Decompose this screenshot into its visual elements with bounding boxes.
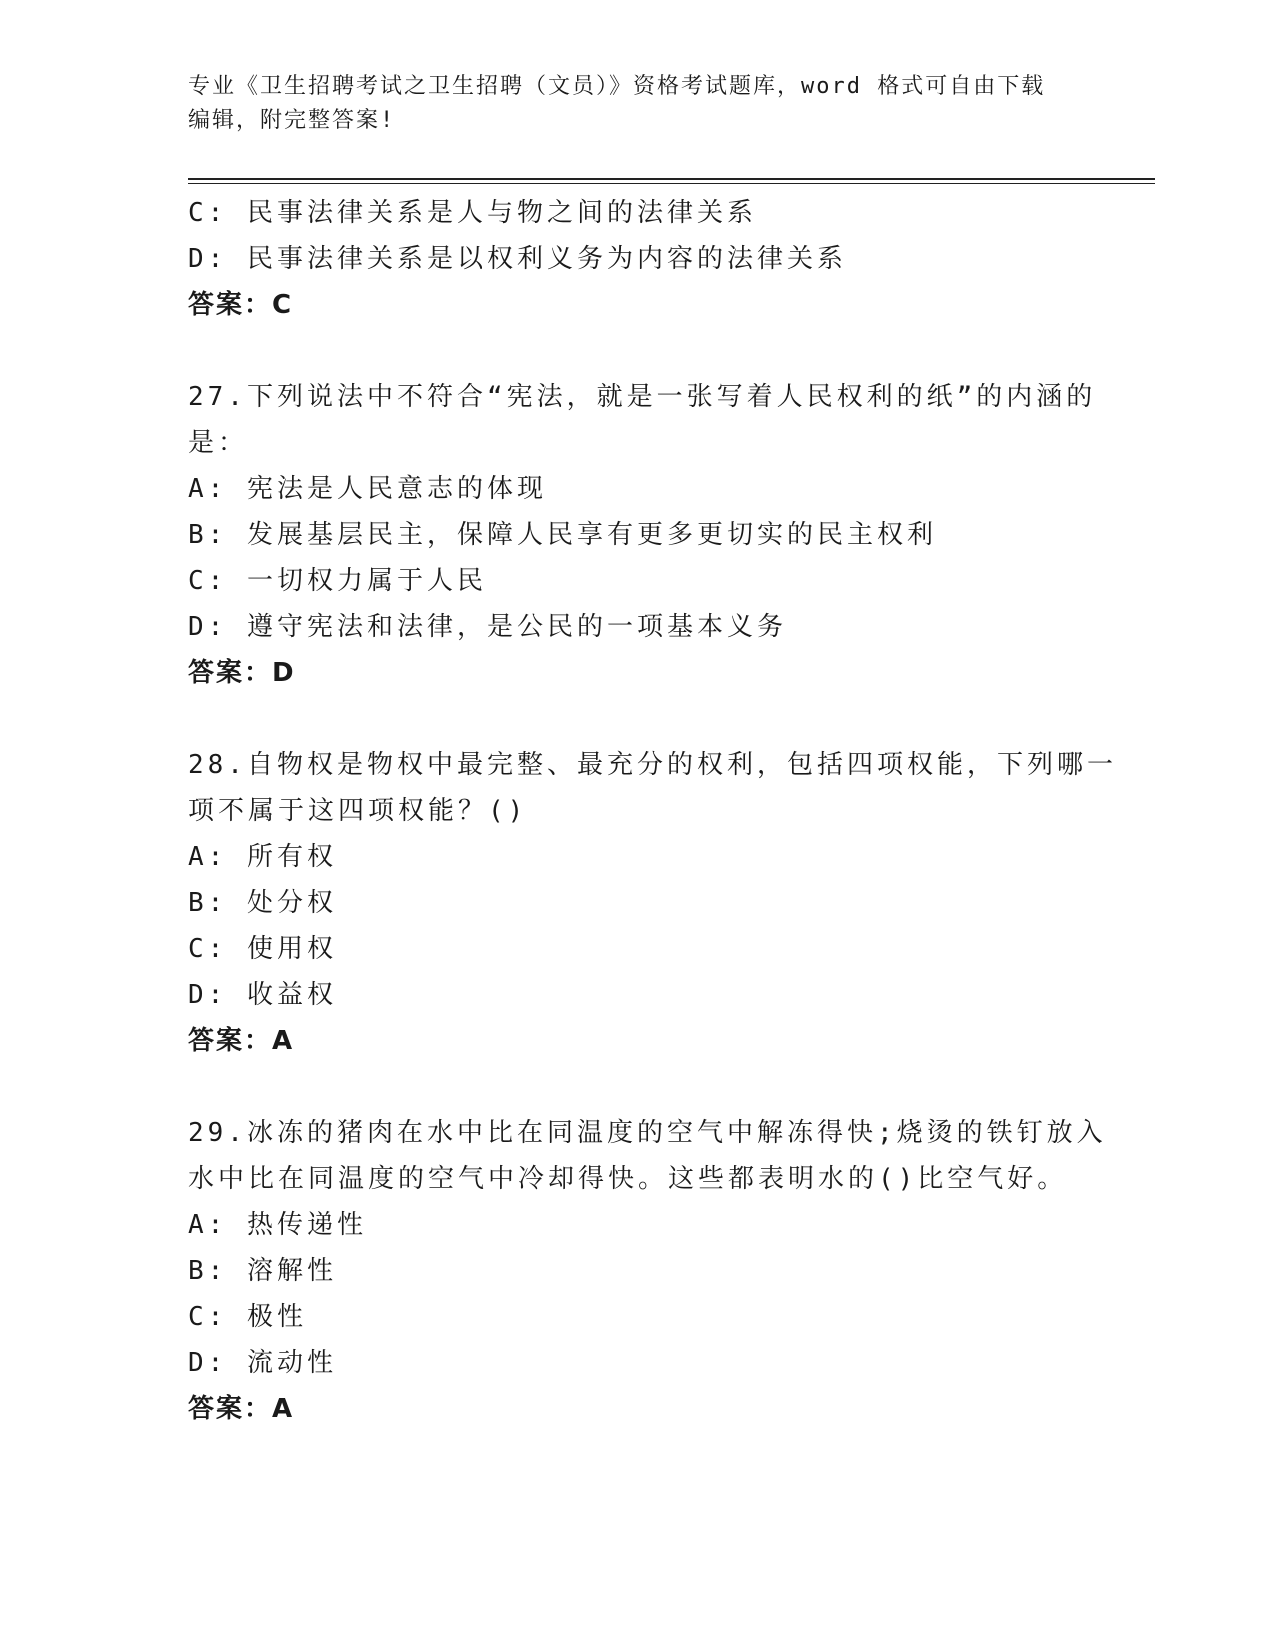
question-text-line: 29.冰冻的猪肉在水中比在同温度的空气中解冻得快;烧烫的铁钉放入 bbox=[188, 1118, 1107, 1148]
question-text-line: 水中比在同温度的空气中冷却得快。这些都表明水的()比空气好。 bbox=[188, 1164, 1068, 1194]
option-d: D: 民事法律关系是以权利义务为内容的法律关系 bbox=[188, 244, 847, 274]
header-divider bbox=[188, 178, 1155, 184]
option-a: A: 宪法是人民意志的体现 bbox=[188, 474, 547, 504]
question-text-line: 27.下列说法中不符合“宪法，就是一张写着人民权利的纸”的内涵的 bbox=[188, 382, 1097, 412]
question-block-28 bbox=[188, 742, 1117, 1064]
document-body bbox=[188, 190, 1117, 1432]
option-a: A: 热传递性 bbox=[188, 1210, 367, 1240]
option-c: C: 极性 bbox=[188, 1302, 307, 1332]
answer-line: 答案：D bbox=[188, 658, 296, 688]
question-block-29 bbox=[188, 1110, 1107, 1432]
question-block-27 bbox=[188, 374, 1097, 696]
question-text-line: 项不属于这四项权能？() bbox=[188, 796, 528, 826]
spacer bbox=[188, 1064, 1088, 1110]
question-text-line: 是： bbox=[188, 428, 249, 458]
option-d: D: 遵守宪法和法律，是公民的一项基本义务 bbox=[188, 612, 787, 642]
page-header bbox=[188, 70, 1088, 138]
option-a: A: 所有权 bbox=[188, 842, 337, 872]
option-c: C: 使用权 bbox=[188, 934, 337, 964]
option-d: D: 流动性 bbox=[188, 1348, 337, 1378]
header-line-1: 专业《卫生招聘考试之卫生招聘（文员）》资格考试题库，word 格式可自由下载 bbox=[188, 74, 1046, 99]
spacer bbox=[188, 696, 1088, 742]
option-b: B: 处分权 bbox=[188, 888, 337, 918]
answer-line: 答案：C bbox=[188, 290, 294, 320]
question-block-26 bbox=[188, 190, 1088, 328]
option-c: C: 民事法律关系是人与物之间的法律关系 bbox=[188, 198, 757, 228]
question-text-line: 28.自物权是物权中最完整、最充分的权利，包括四项权能，下列哪一 bbox=[188, 750, 1117, 780]
option-b: B: 发展基层民主，保障人民享有更多更切实的民主权利 bbox=[188, 520, 937, 550]
option-b: B: 溶解性 bbox=[188, 1256, 337, 1286]
spacer bbox=[188, 328, 1088, 374]
answer-line: 答案：A bbox=[188, 1394, 295, 1424]
header-line-2: 编辑，附完整答案! bbox=[188, 108, 396, 133]
answer-line: 答案：A bbox=[188, 1026, 295, 1056]
option-c: C: 一切权力属于人民 bbox=[188, 566, 487, 596]
option-d: D: 收益权 bbox=[188, 980, 337, 1010]
